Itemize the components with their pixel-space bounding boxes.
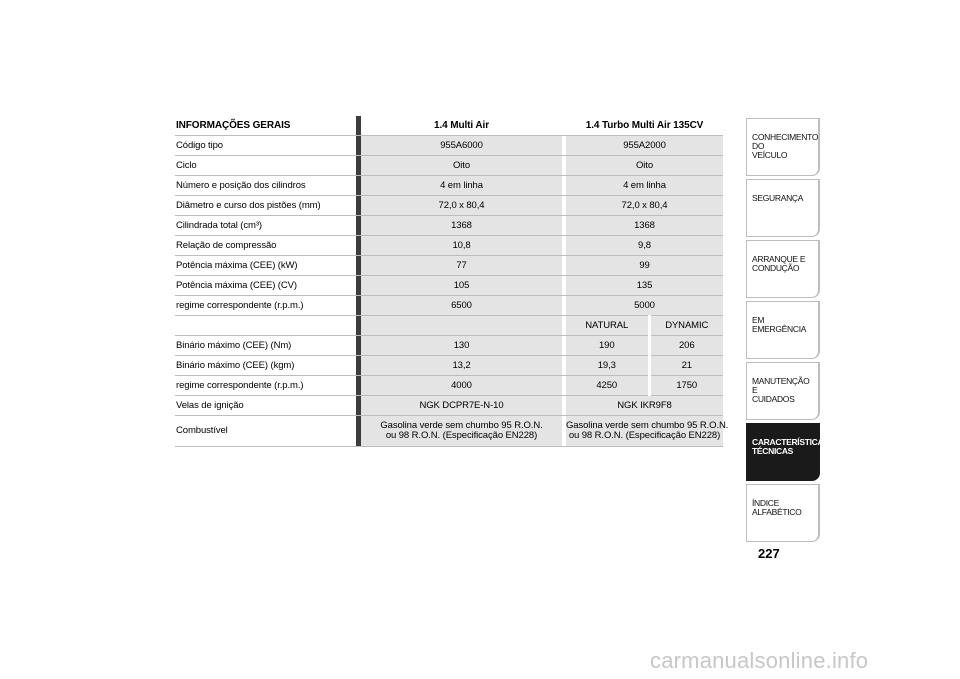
page-number: 227 xyxy=(758,546,780,561)
table-row: Potência máxima (CEE) (kW) 77 99 xyxy=(175,256,723,276)
chapter-tabs xyxy=(746,118,829,545)
mode-header-row xyxy=(175,316,723,336)
header-engine-1: 1.4 Multi Air xyxy=(361,116,562,136)
mode-dynamic: DYNAMIC xyxy=(649,316,723,336)
tab-conhecimento-do-veiculo[interactable]: CONHECIMENTO DO VEÍCULO xyxy=(746,118,820,176)
table-row: Velas de ignição NGK DCPR7E-N-10 NGK IKR9F8 xyxy=(175,396,723,416)
table-row: Diâmetro e curso dos pistões (mm) 72,0 x 80,4 72,0 x 80,4 xyxy=(175,196,723,216)
tab-caracteristicas-tecnicas[interactable]: CARACTERÍSTICAS TÉCNICAS xyxy=(746,423,820,481)
header-general-info: INFORMAÇÕES GERAIS xyxy=(175,116,356,136)
table-row: regime correspondente (r.p.m.) 4000 4250 1750 xyxy=(175,376,723,396)
table-header-row xyxy=(175,116,723,136)
table-row: regime correspondente (r.p.m.) 6500 5000 xyxy=(175,296,723,316)
mode-natural: NATURAL xyxy=(566,316,649,336)
table-row: Código tipo 955A6000 955A2000 xyxy=(175,136,723,156)
fuel-engine-2: Gasolina verde sem chumbo 95 R.O.N. ou 98 R.O.N. (Especificação EN228) xyxy=(566,416,723,447)
watermark-text: carmanualsonline.info xyxy=(650,648,869,673)
tab-seguranca[interactable]: SEGURANÇA xyxy=(746,179,820,237)
table-row: Relação de compressão 10,8 9,8 xyxy=(175,236,723,256)
table-row: Número e posição dos cilindros 4 em linha 4 em linha xyxy=(175,176,723,196)
table-row: Cilindrada total (cm³) 1368 1368 xyxy=(175,216,723,236)
table-row: Combustível Gasolina verde sem chumbo 95 R.O.N. ou 98 R.O.N. (Especificação EN228) Gasolina verde sem chumbo 95 R.O.N. ou 98 R.O.N. (Especificação EN228) xyxy=(175,416,723,447)
tab-manutencao-e-cuidados[interactable]: MANUTENÇÃO E CUIDADOS xyxy=(746,362,820,420)
table-row: Binário máximo (CEE) (kgm) 13,2 19,3 21 xyxy=(175,356,723,376)
specifications-table xyxy=(175,116,729,447)
tab-indice-alfabetico[interactable]: ÍNDICE ALFABÉTICO xyxy=(746,484,820,542)
header-engine-2: 1.4 Turbo Multi Air 135CV xyxy=(566,116,723,136)
table-row: Binário máximo (CEE) (Nm) 130 190 206 xyxy=(175,336,723,356)
tab-arranque-e-conducao[interactable]: ARRANQUE E CONDUÇÃO xyxy=(746,240,820,298)
table-row: Ciclo Oito Oito xyxy=(175,156,723,176)
table-row: Potência máxima (CEE) (CV) 105 135 xyxy=(175,276,723,296)
tab-em-emergencia[interactable]: EM EMERGÊNCIA xyxy=(746,301,820,359)
fuel-engine-1: Gasolina verde sem chumbo 95 R.O.N. ou 98 R.O.N. (Especificação EN228) xyxy=(361,416,562,447)
